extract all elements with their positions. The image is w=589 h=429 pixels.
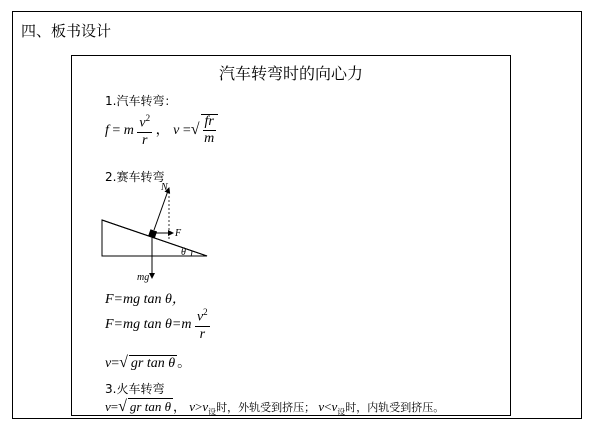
- v-symbol: v: [173, 123, 180, 139]
- label-N: N: [161, 182, 168, 193]
- formula-4: v=√ gr tan θ 。: [105, 354, 192, 371]
- item3-label: 3.火车转弯: [105, 382, 165, 396]
- formula-5: v=√ gr tan θ ， $v>v_设$时，外轨受到挤压； $v<v_设$时，内轨受到挤压。: [105, 398, 445, 417]
- section-frame: [12, 11, 582, 419]
- board-title: 汽车转弯时的向心力: [218, 64, 363, 83]
- label-theta: θ: [181, 247, 186, 258]
- fraction-v2-r: $\frac{v^2}{r}$: [139, 113, 151, 148]
- board-frame: [71, 55, 511, 416]
- label-mg: mg: [137, 272, 150, 283]
- formula-2: F=mg tan θ，: [105, 292, 186, 307]
- equals: =: [112, 123, 121, 139]
- radical-sign: √: [119, 354, 128, 371]
- label-F: F: [175, 228, 182, 239]
- radical-sign: √: [190, 121, 200, 139]
- formula-3: F=mg tan θ=m $\frac{v^2}{r}$: [105, 307, 208, 342]
- banked-curve-diagram: [97, 180, 227, 290]
- angle-arc: [191, 251, 192, 256]
- sqrt-body: $\frac{fr}{m}$: [201, 114, 218, 146]
- comma: ，: [155, 123, 170, 139]
- m-symbol: m: [123, 123, 134, 139]
- formula-1: f = m $\frac{v^2}{r}$ ， v =√ $\frac{fr}{m}$: [105, 114, 218, 148]
- normal-force-arrow: [154, 188, 169, 230]
- section-title: 四、板书设计: [21, 22, 112, 40]
- fraction-v2-r-2: $\frac{v^2}{r}$: [196, 307, 208, 342]
- f-symbol: f: [105, 123, 109, 139]
- radical-sign: √: [118, 398, 127, 415]
- item1-label: 1.汽车转弯：: [105, 94, 177, 108]
- item2-label: 2.赛车转弯: [105, 170, 165, 184]
